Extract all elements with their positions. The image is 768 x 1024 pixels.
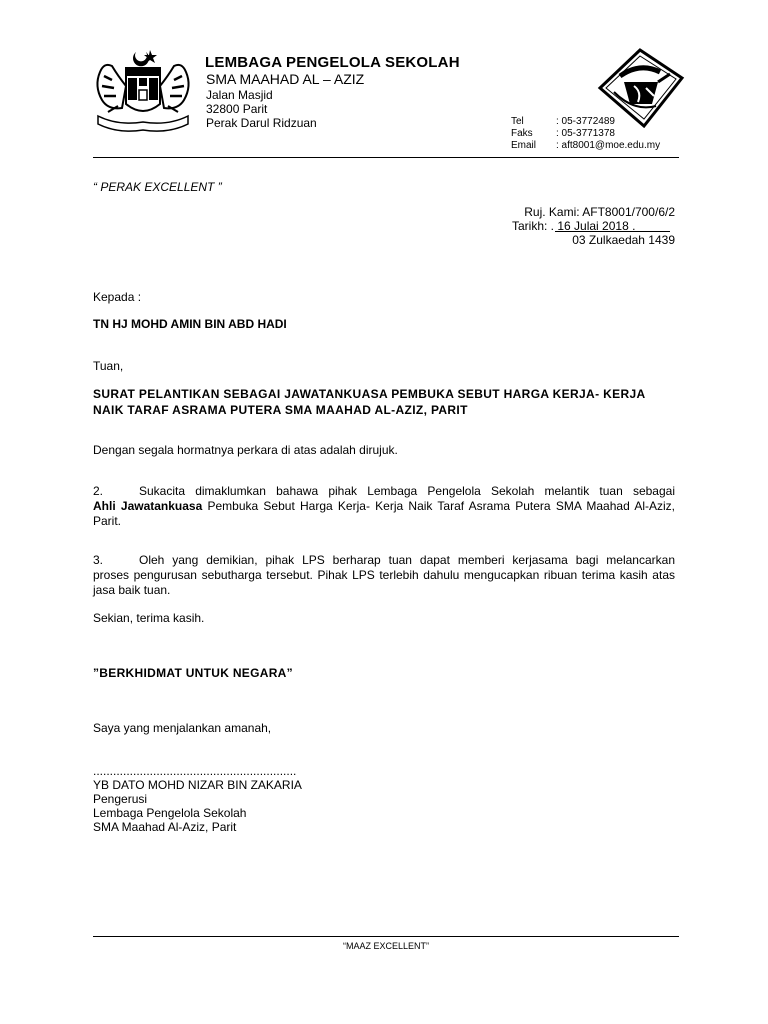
footer-divider (93, 936, 679, 937)
signatory-title: Pengerusi (93, 792, 148, 806)
address-line-1: Jalan Masjid (206, 88, 273, 102)
address-line-3: Perak Darul Ridzuan (206, 116, 317, 130)
signature-line: ............................................................. (93, 764, 297, 778)
contact-email-value[interactable]: : aft8001@moe.edu.my (556, 140, 661, 151)
recipient-name: TN HJ MOHD AMIN BIN ABD HADI (93, 317, 287, 331)
paragraph-2-bold: Ahli Jawatankuasa (93, 499, 203, 513)
slogan: ”BERKHIDMAT UNTUK NEGARA” (93, 666, 293, 680)
signatory-org: Lembaga Pengelola Sekolah (93, 806, 247, 820)
contact-fax-value: : 05-3771378 (556, 128, 615, 139)
paragraph-3-number: 3. (93, 553, 104, 567)
reference-number: Ruj. Kami: AFT8001/700/6/2 (524, 205, 675, 219)
school-name: SMA MAAHAD AL – AZIZ (206, 71, 365, 87)
kepada-label: Kepada : (93, 290, 142, 304)
intro-paragraph: Dengan segala hormatnya perkara di atas adalah dirujuk. (93, 443, 398, 457)
paragraph-2-number: 2. (93, 484, 104, 498)
motto: “ PERAK EXCELLENT ” (93, 180, 222, 194)
letter-subject: SURAT PELANTIKAN SEBAGAI JAWATANKUASA PEMBUKA SEBUT HARGA KERJA- KERJA NAIK TARAF ASRAMA PUTERA SMA MAAHAD AL-AZIZ, PARIT (93, 387, 646, 417)
signatory-name: YB DATO MOHD NIZAR BIN ZAKARIA (93, 778, 302, 792)
paragraph-2-first-line: Sukacita dimaklumkan bahawa pihak Lembaga Pengelola Sekolah melantik tuan sebagai (139, 484, 675, 498)
signature-intro: Saya yang menjalankan amanah, (93, 721, 272, 735)
contact-tel-label: Tel (511, 116, 524, 127)
closing: Sekian, terima kasih. (93, 611, 205, 625)
date-underline (513, 219, 676, 233)
signatory-school: SMA Maahad Al-Aziz, Parit (93, 820, 237, 834)
contact-email-label: Email (511, 140, 537, 151)
org-name: LEMBAGA PENGELOLA SEKOLAH (205, 54, 460, 71)
header-divider (93, 157, 679, 158)
address-line-2: 32800 Parit (206, 102, 268, 116)
date-line: Tarikh: . 16 Julai 2018 . (512, 219, 636, 233)
contact-tel-value: : 05-3772489 (556, 116, 615, 127)
paragraph-3-rest: proses pengurusan sebutharga tersebut. Pihak LPS terlebih dahulu mengucapkan ribuan terima kasih atas jasa baik tuan. (93, 568, 675, 597)
coat-of-arms-emblem (88, 46, 200, 134)
paragraph-2 (93, 484, 675, 529)
paragraph-3-first-line: Oleh yang demikian, pihak LPS berharap tuan dapat memberi kerjasama bagi melancarkan (139, 553, 675, 567)
footer-motto: “MAAZ EXCELLENT” (342, 941, 429, 951)
hijri-date: 03 Zulkaedah 1439 (572, 233, 675, 247)
contact-fax-label: Faks (511, 128, 533, 139)
paragraph-2-rest: Pembuka Sebut Harga Kerja- Kerja Naik Taraf Asrama Putera SMA Maahad Al-Aziz, Parit. (93, 499, 675, 528)
paragraph-3 (93, 553, 675, 598)
salutation: Tuan, (93, 359, 124, 373)
